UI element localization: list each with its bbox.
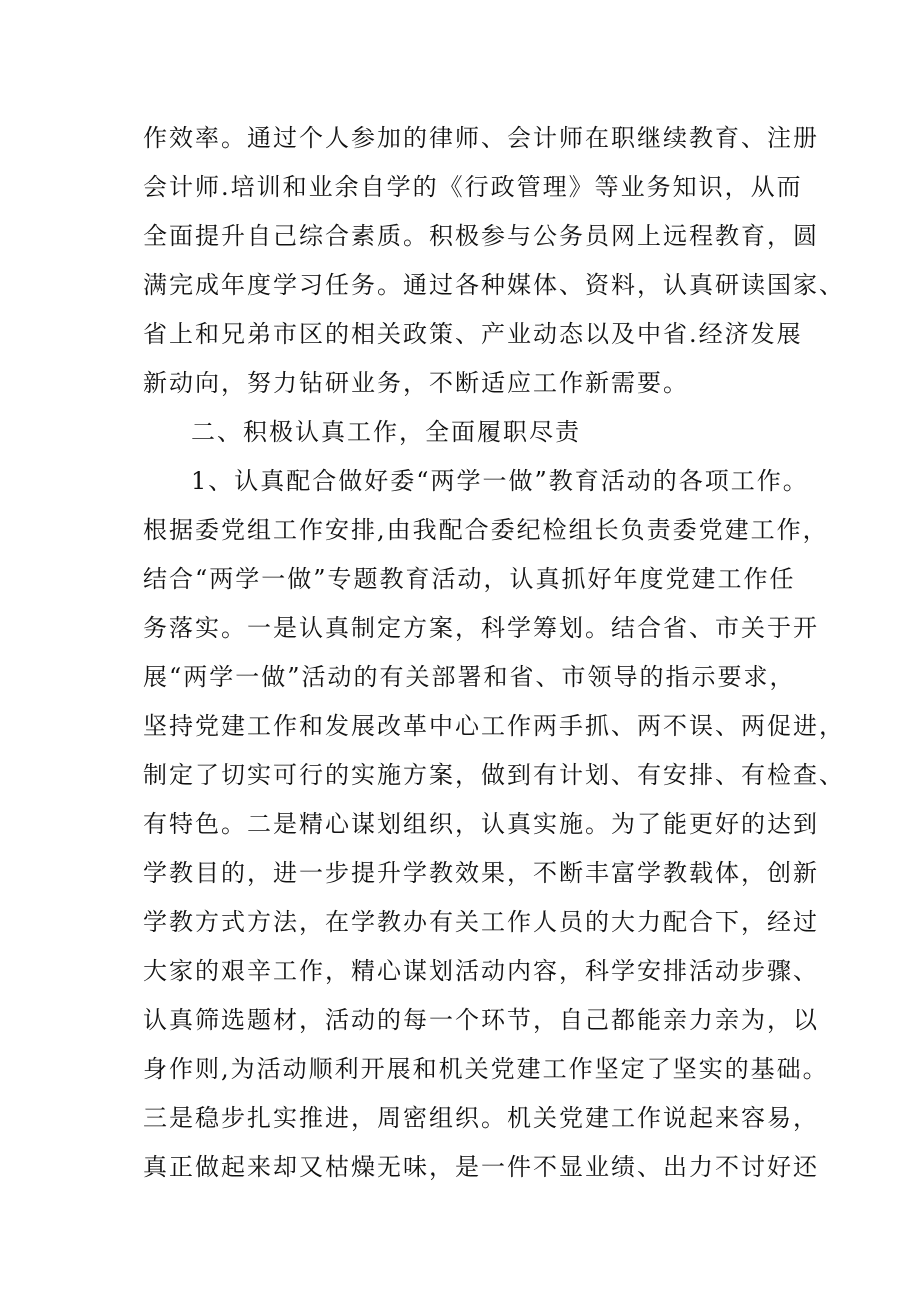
section-heading: 二、积极认真工作，全面履职尽责 xyxy=(191,418,581,446)
body-text-line: 全面提升自己综合素质。积极参与公务员网上远程教育，圆 xyxy=(143,222,819,250)
body-text-line: 大家的艰辛工作，精心谋划活动内容，科学安排活动步骤、 xyxy=(143,957,819,985)
body-text-line: 学教目的，进一步提升学教效果，不断丰富学教载体，创新 xyxy=(143,859,819,887)
body-text-line: 作效率。通过个人参加的律师、会计师在职继续教育、注册 xyxy=(143,124,819,152)
body-text-line: 有特色。二是精心谋划组织，认真实施。为了能更好的达到 xyxy=(143,810,819,838)
body-text-line: 三是稳步扎实推进，周密组织。机关党建工作说起来容易， xyxy=(143,1104,819,1132)
body-text-line: 认真筛选题材，活动的每一个环节，自己都能亲力亲为，以 xyxy=(143,1006,819,1034)
body-text-line: 务落实。一是认真制定方案，科学筹划。结合省、市关于开 xyxy=(143,614,819,642)
body-text-line: 学教方式方法，在学教办有关工作人员的大力配合下，经过 xyxy=(143,908,819,936)
body-text-line: 坚持党建工作和发展改革中心工作两手抓、两不误、两促进， xyxy=(143,712,845,740)
subsection-heading: 1、认真配合做好委“两学一做”教育活动的各项工作。 xyxy=(191,467,809,495)
body-text-line: 根据委党组工作安排,由我配合委纪检组长负责委党建工作， xyxy=(143,516,829,544)
body-text-line: 真正做起来却又枯燥无味，是一件不显业绩、出力不讨好还 xyxy=(143,1153,819,1181)
body-text-line: 结合“两学一做”专题教育活动，认真抓好年度党建工作任 xyxy=(143,565,796,593)
body-text-line: 身作则,为活动顺利开展和机关党建工作坚定了坚实的基础。 xyxy=(143,1055,829,1083)
body-text-line: 省上和兄弟市区的相关政策、产业动态以及中省.经济发展 xyxy=(143,320,803,348)
body-text-line: 满完成年度学习任务。通过各种媒体、资料，认真研读国家、 xyxy=(143,271,845,299)
body-text-line: 新动向，努力钻研业务，不断适应工作新需要。 xyxy=(143,369,689,397)
body-text-line: 展“两学一做”活动的有关部署和省、市领导的指示要求， xyxy=(143,663,796,691)
body-text-line: 制定了切实可行的实施方案，做到有计划、有安排、有检查、 xyxy=(143,761,845,789)
body-text-line: 会计师.培训和业余自学的《行政管理》等业务知识，从而 xyxy=(143,173,803,201)
